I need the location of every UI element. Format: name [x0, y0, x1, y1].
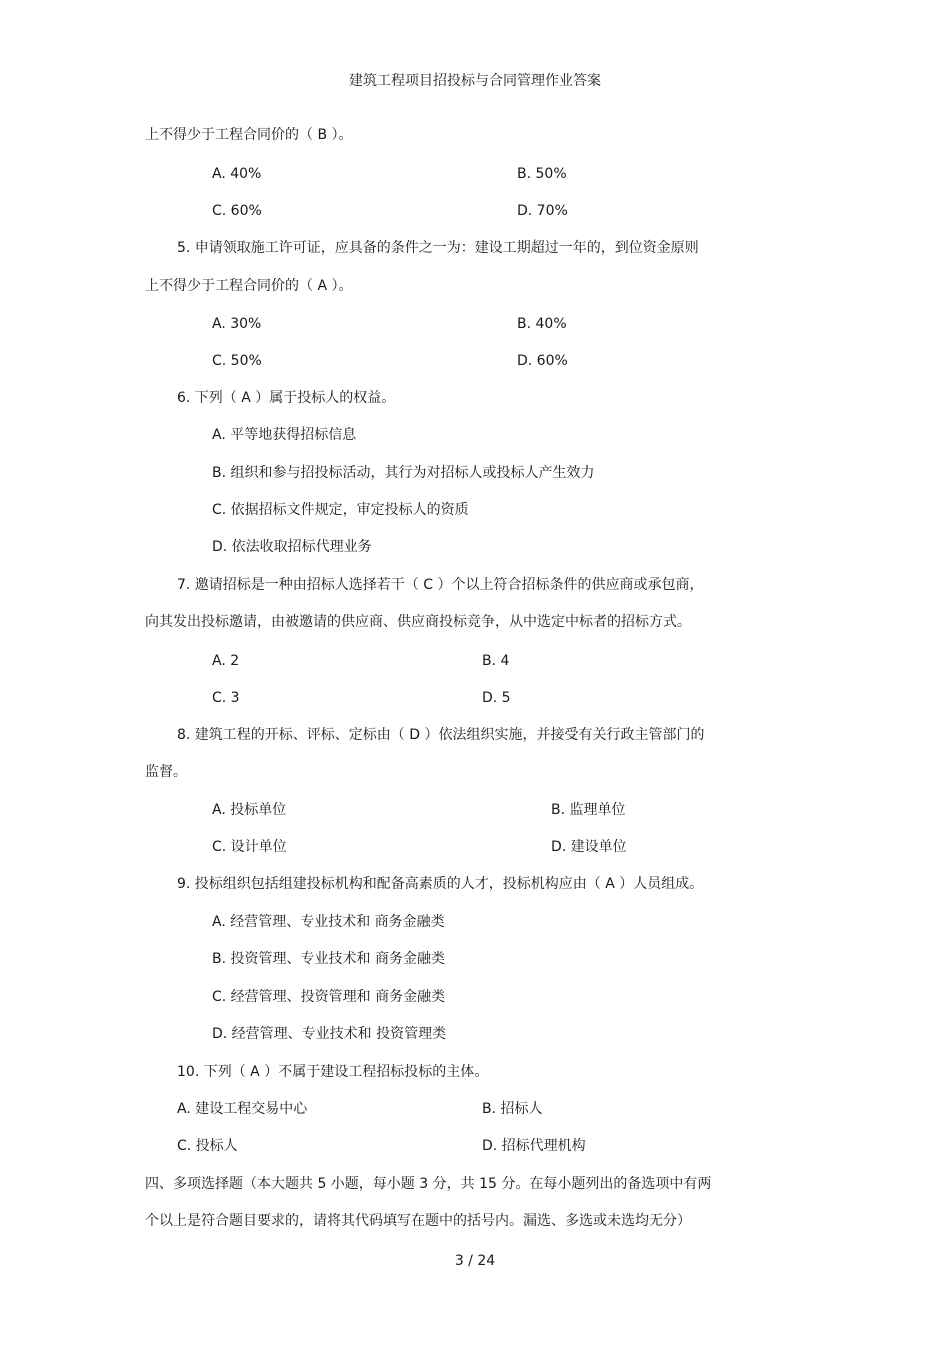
option-a: A. 经营管理、专业技术和 商务金融类: [212, 914, 445, 930]
option-a: A. 平等地获得招标信息: [212, 427, 357, 443]
option-b: B. 50%: [517, 166, 567, 182]
page-number: 3 / 24: [454, 1253, 496, 1269]
option-c: C. 投标人: [177, 1138, 238, 1154]
option-d: D. 经营管理、专业技术和 投资管理类: [212, 1026, 447, 1042]
question-7-cont: 向其发出投标邀请，由被邀请的供应商、供应商投标竞争，从中选定中标者的招标方式。: [145, 614, 691, 630]
section-heading: 四、多项选择题（本大题共 5 小题，每小题 3 分，共 15 分。在每小题列出的备选项中有两: [145, 1176, 712, 1192]
question-5: 5. 申请领取施工许可证，应具备的条件之一为：建设工期超过一年的，到位资金原则: [177, 240, 699, 256]
question-9: 9. 投标组织包括组建投标机构和配备高素质的人才，投标机构应由（ A ）人员组成。: [177, 876, 704, 892]
question-8-cont: 监督。: [145, 764, 187, 780]
question-8: 8. 建筑工程的开标、评标、定标由（ D ）依法组织实施，并接受有关行政主管部门的: [177, 727, 705, 743]
option-d: D. 依法收取招标代理业务: [212, 539, 372, 555]
option-a: A. 2: [212, 653, 240, 669]
page-header-title: 建筑工程项目招投标与合同管理作业答案: [349, 73, 601, 89]
section-heading-cont: 个以上是符合题目要求的，请将其代码填写在题中的括号内。漏选、多选或未选均无分）: [145, 1213, 691, 1229]
option-a: A. 建设工程交易中心: [177, 1101, 308, 1117]
option-b: B. 4: [482, 653, 510, 669]
option-c: C. 60%: [212, 203, 262, 219]
option-c: C. 设计单位: [212, 839, 287, 855]
option-a: A. 30%: [212, 316, 262, 332]
option-b: B. 投资管理、专业技术和 商务金融类: [212, 951, 445, 967]
option-b: B. 招标人: [482, 1101, 543, 1117]
option-b: B. 监理单位: [551, 802, 626, 818]
option-c: C. 50%: [212, 353, 262, 369]
option-d: D. 60%: [517, 353, 568, 369]
question-5-cont: 上不得少于工程合同价的（ A ）。: [145, 278, 353, 294]
question-10: 10. 下列（ A ）不属于建设工程招标投标的主体。: [177, 1064, 489, 1080]
question-text: 上不得少于工程合同价的（ B ）。: [145, 127, 353, 143]
option-a: A. 投标单位: [212, 802, 287, 818]
option-b: B. 40%: [517, 316, 567, 332]
option-c: C. 依据招标文件规定，审定投标人的资质: [212, 502, 469, 518]
question-6: 6. 下列（ A ）属于投标人的权益。: [177, 390, 396, 406]
option-d: D. 建设单位: [551, 839, 627, 855]
option-d: D. 5: [482, 690, 511, 706]
option-c: C. 3: [212, 690, 240, 706]
option-d: D. 招标代理机构: [482, 1138, 586, 1154]
option-c: C. 经营管理、投资管理和 商务金融类: [212, 989, 446, 1005]
option-a: A. 40%: [212, 166, 262, 182]
question-7: 7. 邀请招标是一种由招标人选择若干（ C ）个以上符合招标条件的供应商或承包商，: [177, 577, 704, 593]
option-d: D. 70%: [517, 203, 568, 219]
option-b: B. 组织和参与招投标活动，其行为对招标人或投标人产生效力: [212, 465, 595, 481]
